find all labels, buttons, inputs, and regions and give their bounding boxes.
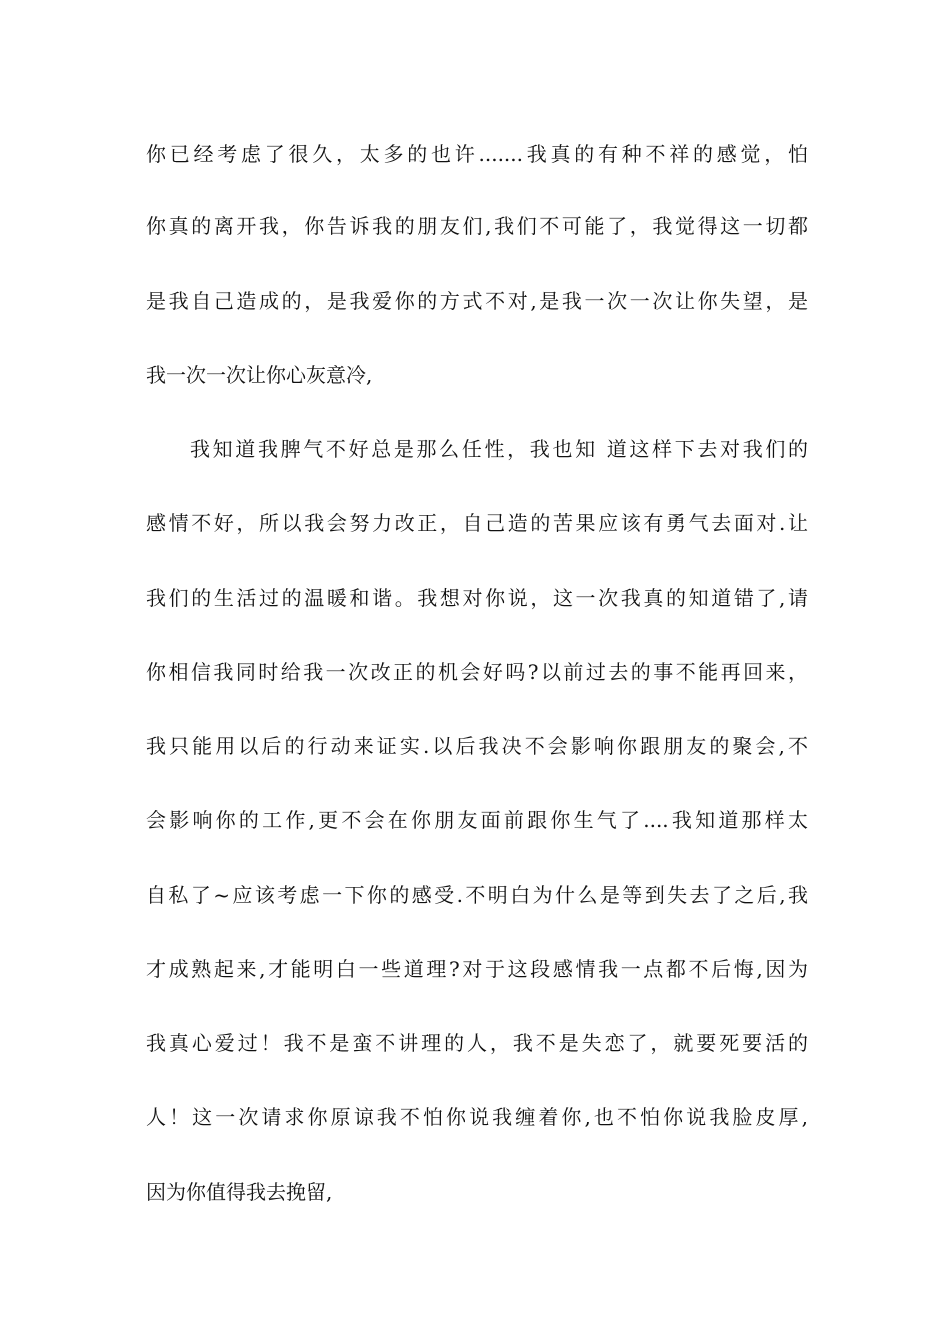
text-line-7: 我们的生活过的温暖和谐。我想对你说，这一次我真的知道错了,请 bbox=[146, 586, 808, 610]
text-line-4: 我一次一次让你心灰意冷, bbox=[146, 363, 373, 387]
text-line-15: 因为你值得我去挽留, bbox=[146, 1180, 333, 1204]
text-line-10: 会影响你的工作,更不会在你朋友面前跟你生气了....我知道那样太 bbox=[146, 808, 808, 832]
text-line-8: 你相信我同时给我一次改正的机会好吗?以前过去的事不能再回来， bbox=[146, 660, 808, 684]
text-line-2: 你真的离开我，你告诉我的朋友们,我们不可能了，我觉得这一切都 bbox=[146, 214, 808, 238]
text-line-12: 才成熟起来,才能明白一些道理?对于这段感情我一点都不后悔,因为 bbox=[146, 957, 808, 981]
text-line-1: 你已经考虑了很久，太多的也许.......我真的有种不祥的感觉，怕 bbox=[146, 142, 808, 166]
text-line-9: 我只能用以后的行动来证实.以后我决不会影响你跟朋友的聚会,不 bbox=[146, 734, 808, 758]
text-line-6: 感情不好，所以我会努力改正，自己造的苦果应该有勇气去面对.让 bbox=[146, 511, 808, 535]
text-line-3: 是我自己造成的，是我爱你的方式不对,是我一次一次让你失望，是 bbox=[146, 289, 808, 313]
text-line-13: 我真心爱过！我不是蛮不讲理的人，我不是失恋了，就要死要活的 bbox=[146, 1031, 808, 1055]
text-line-14: 人！这一次请求你原谅我不怕你说我缠着你,也不怕你说我脸皮厚, bbox=[146, 1105, 808, 1129]
text-line-5: 我知道我脾气不好总是那么任性，我也知 道这样下去对我们的 bbox=[190, 437, 808, 461]
text-line-11: 自私了~应该考虑一下你的感受.不明白为什么是等到失去了之后,我 bbox=[146, 883, 808, 907]
